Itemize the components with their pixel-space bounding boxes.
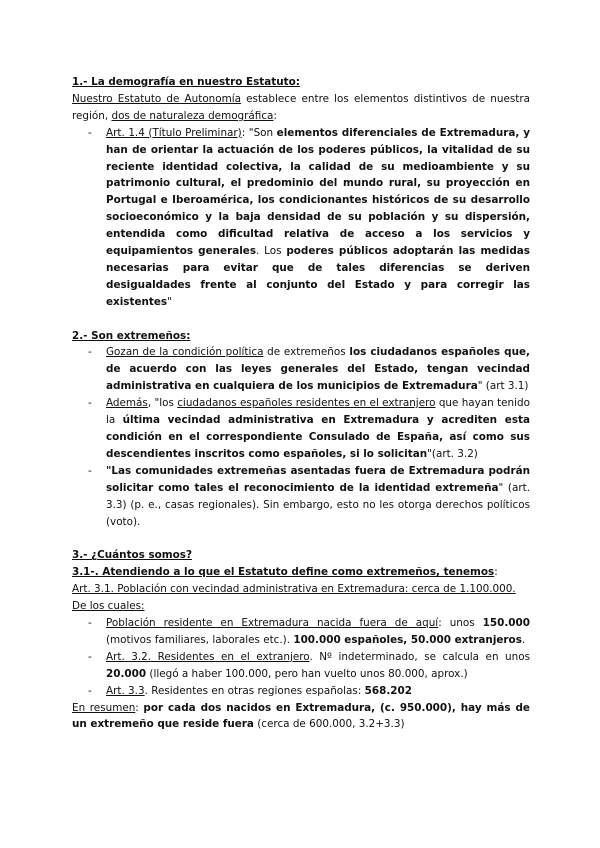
text-span: (llegó a haber 100.000, pero han vuelto unos 80.000, aprox.) (146, 667, 468, 680)
underlined-text: Población residente en Extremadura nacida fuera de aquí (106, 616, 439, 629)
section-2-heading: 2.- Son extremeños: (72, 329, 191, 342)
text-span: . Residentes en otras regiones españolas: (144, 684, 365, 697)
article-ref: Art. 1.4 (Título Preliminar) (106, 126, 242, 139)
text-span: " (art 3.1) (477, 380, 529, 393)
dash-bullet-icon: - (88, 616, 92, 629)
section-1-heading: 1.- La demografía en nuestro Estatuto: (72, 76, 300, 88)
document-page (72, 74, 530, 733)
section-3-list (72, 615, 530, 700)
bold-text: 150.000 (482, 616, 530, 629)
bold-text: "Las comunidades extremeñas asentadas fuera de Extremadura podrán solicitar como tales el reconocimiento de la identidad extremeña (106, 464, 530, 494)
list-item (72, 649, 530, 683)
text-span: " (art. 3.3) (p. e., casas regionales). Sin embargo, esto no les otorga derechos políticos (voto). (106, 481, 530, 528)
list-item (72, 344, 530, 395)
text-span: (motivos familiares, laborales etc.). (106, 633, 294, 646)
underlined-text: Además (106, 397, 148, 410)
section-3-subheading (72, 564, 530, 581)
bold-text: los ciudadanos españoles que, de acuerdo con las leyes generales del Estado, tengan vecindad administrativa en cualquiera de los municipios de Extremadura (106, 346, 530, 393)
text-span: . (521, 633, 526, 646)
list-item (72, 463, 530, 531)
bold-text: por cada dos nacidos en Extremadura, (c. 950.000), hay más de un extremeño que reside fuera (72, 701, 530, 731)
underlined-text: Gozan de la condición política (106, 346, 264, 359)
text-span: . Nº indeterminado, se calcula en unos (309, 650, 530, 663)
article-3-1: Art. 3.1. Población con vecindad administrativa en Extremadura: cerca de 1.100.000. De los cuales: (72, 583, 516, 613)
underlined-text: Art. 3.3 (106, 684, 145, 697)
list-item (72, 125, 530, 311)
summary-paragraph (72, 700, 530, 734)
section-1-intro (72, 91, 530, 125)
section-3-heading: 3.- ¿Cuántos somos? (72, 549, 192, 562)
subheading-text: 3.1-. Atendiendo a lo que el Estatuto define como extremeños, tenemos (72, 566, 495, 579)
dash-bullet-icon: - (88, 684, 92, 697)
bold-text: 100.000 españoles, 50.000 extranjeros (293, 633, 522, 646)
text-span: , "los (147, 397, 178, 410)
dash-bullet-icon: - (88, 650, 92, 663)
text-span: (cerca de 600.000, 3.2+3.3) (253, 718, 405, 731)
quote-open: : "Son (241, 126, 277, 139)
demographic-note: dos de naturaleza demográfica (111, 109, 274, 122)
list-item (72, 683, 530, 700)
intro-colon: : (273, 109, 277, 122)
list-item (72, 615, 530, 649)
text-span: : unos (438, 616, 483, 629)
underlined-text: Art. 3.2. Residentes en el extranjero (106, 650, 310, 663)
bold-text: 20.000 (106, 667, 147, 680)
bold-text: última vecindad administrativa en Extremadura y acrediten esta condición en el correspondiente Consulado de España, así como sus descendientes inscritos como españoles, si lo solicitan (106, 414, 530, 460)
intro-text: establece entre los elementos distintivos de nuestra región, (72, 92, 530, 122)
text-span: . Los (256, 245, 287, 258)
dash-bullet-icon: - (88, 346, 92, 359)
underlined-text: En resumen (72, 701, 136, 714)
quote-close: " (167, 295, 172, 308)
section-2-list (72, 344, 530, 530)
text-span: : (135, 701, 144, 714)
bold-text: elementos diferenciales de Extremadura, y han de orientar la actuación de los poderes públicos, la vitalidad de su reciente identidad colectiva, la calidad de su medioambiente y su patrimonio cultural, el predominio del mundo rural, su proyección en Portugal e Iberoamérica, los condicionantes históricos de su desarrollo socioeconómico y la baja densidad de su población y su dispersión, entendida como dificultad relativa de acceso a los servicios y equipamientos generales (106, 126, 530, 258)
bold-text: 568.202 (364, 684, 412, 697)
section-1-list (72, 125, 530, 311)
underlined-text: ciudadanos españoles residentes en el extranjero (177, 397, 436, 410)
statute-link: Nuestro Estatuto de Autonomía (72, 92, 242, 105)
dash-bullet-icon: - (88, 126, 92, 139)
bold-text: poderes públicos adoptarán las medidas necesarias para evitar que de tales diferencias se deriven desigualdades frente al conjunto del Estado y para corregir las existentes (106, 245, 530, 308)
text-span: que hayan tenido la (106, 397, 530, 427)
dash-bullet-icon: - (88, 464, 92, 477)
dash-bullet-icon: - (88, 397, 92, 410)
text-span: "(art. 3.2) (427, 447, 478, 460)
text-span: de extremeños (263, 346, 350, 359)
list-item (72, 395, 530, 463)
text-span: : (494, 566, 498, 579)
